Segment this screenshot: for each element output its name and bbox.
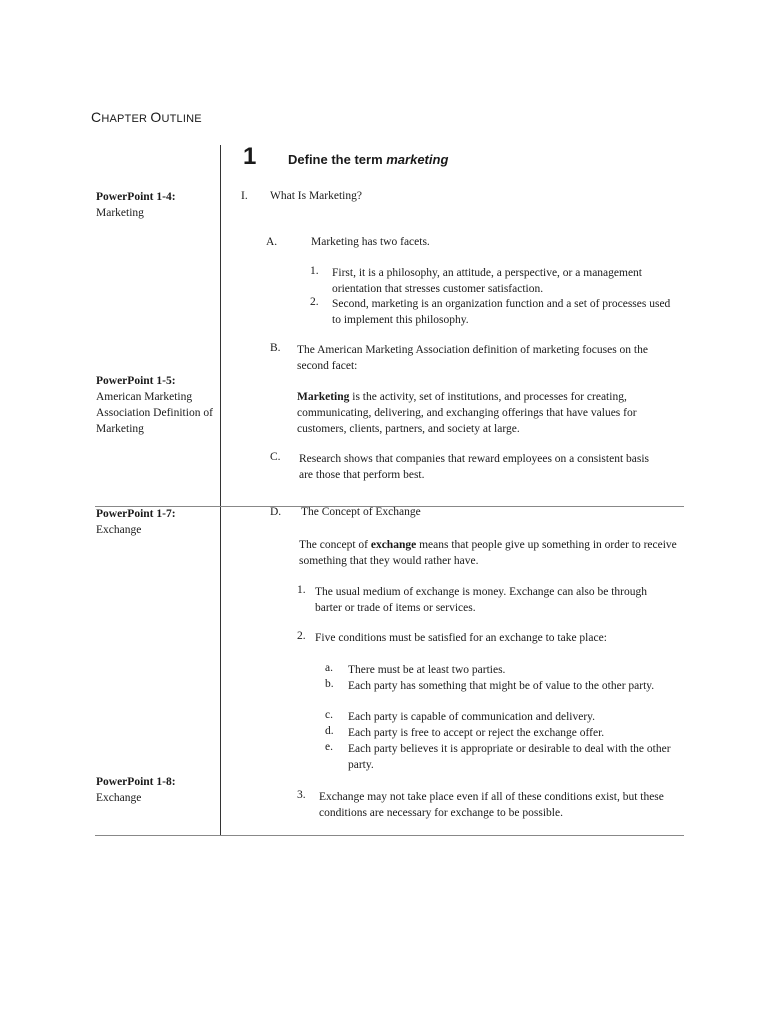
sublist-item: Each party has something that might be of value to the other party. bbox=[348, 680, 655, 692]
chapter-heading: CHAPTER OUTLINE bbox=[91, 109, 202, 125]
sublist-marker: b. bbox=[325, 678, 334, 690]
sidebar-note-2: PowerPoint 1-5: American Marketing Association Definition of Marketing bbox=[96, 375, 213, 435]
bottom-divider bbox=[95, 835, 684, 836]
sidebar-note-3: PowerPoint 1-7: Exchange bbox=[96, 508, 176, 536]
list-item: Second, marketing is an organization function and a set of processes used to implement this philosophy. bbox=[332, 298, 671, 326]
list-marker: 1. bbox=[297, 584, 306, 596]
list-marker: 3. bbox=[297, 789, 306, 801]
list-item: Exchange may not take place even if all of these conditions exist, but these conditions are necessary for exchange to be possible. bbox=[319, 791, 664, 819]
sidebar-note-1: PowerPoint 1-4: Marketing bbox=[96, 191, 176, 219]
sublist-marker: c. bbox=[325, 709, 333, 721]
outline-marker: C. bbox=[270, 451, 281, 463]
outline-text: The American Marketing Association definition of marketing focuses on the second facet: bbox=[297, 344, 648, 372]
list-item: Five conditions must be satisfied for an exchange to take place: bbox=[315, 632, 607, 644]
column-divider bbox=[220, 145, 221, 835]
list-item: First, it is a philosophy, an attitude, a perspective, or a management orientation that stresses customer satisfaction. bbox=[332, 267, 642, 295]
exchange-paragraph: The concept of exchange means that people give up something in order to receive something that they would rather have. bbox=[299, 539, 677, 567]
sublist-marker: d. bbox=[325, 725, 334, 737]
outline-text: Marketing has two facets. bbox=[311, 236, 430, 248]
list-marker: 1. bbox=[310, 265, 319, 277]
list-marker: 2. bbox=[297, 630, 306, 642]
list-item: The usual medium of exchange is money. Exchange can also be through barter or trade of items or services. bbox=[315, 586, 648, 614]
outline-marker: I. bbox=[241, 190, 248, 202]
sublist-marker: a. bbox=[325, 662, 333, 674]
sublist-item: Each party believes it is appropriate or desirable to deal with the other party. bbox=[348, 743, 671, 771]
outline-marker: B. bbox=[270, 342, 281, 354]
sublist-item: Each party is capable of communication and delivery. bbox=[348, 711, 596, 723]
outline-text: Research shows that companies that reward employees on a consistent basis are those that perform best. bbox=[299, 453, 650, 481]
sidebar-note-4: PowerPoint 1-8: Exchange bbox=[96, 776, 176, 804]
definition-paragraph: Marketing is the activity, set of institutions, and processes for creating, communicating, delivering, and exchanging offerings that have values for customers, clients, partners, and society at large. bbox=[297, 391, 637, 435]
outline-heading: The Concept of Exchange bbox=[301, 506, 421, 518]
sublist-item: There must be at least two parties. bbox=[348, 664, 506, 676]
outline-heading: What Is Marketing? bbox=[270, 190, 362, 202]
objective-number: 1 bbox=[243, 143, 257, 170]
objective-title: Define the term marketing bbox=[288, 152, 449, 167]
sublist-marker: e. bbox=[325, 741, 333, 753]
outline-marker: A. bbox=[266, 236, 278, 248]
sublist-item: Each party is free to accept or reject the exchange offer. bbox=[348, 727, 605, 739]
list-marker: 2. bbox=[310, 296, 319, 308]
outline-marker: D. bbox=[270, 506, 282, 518]
